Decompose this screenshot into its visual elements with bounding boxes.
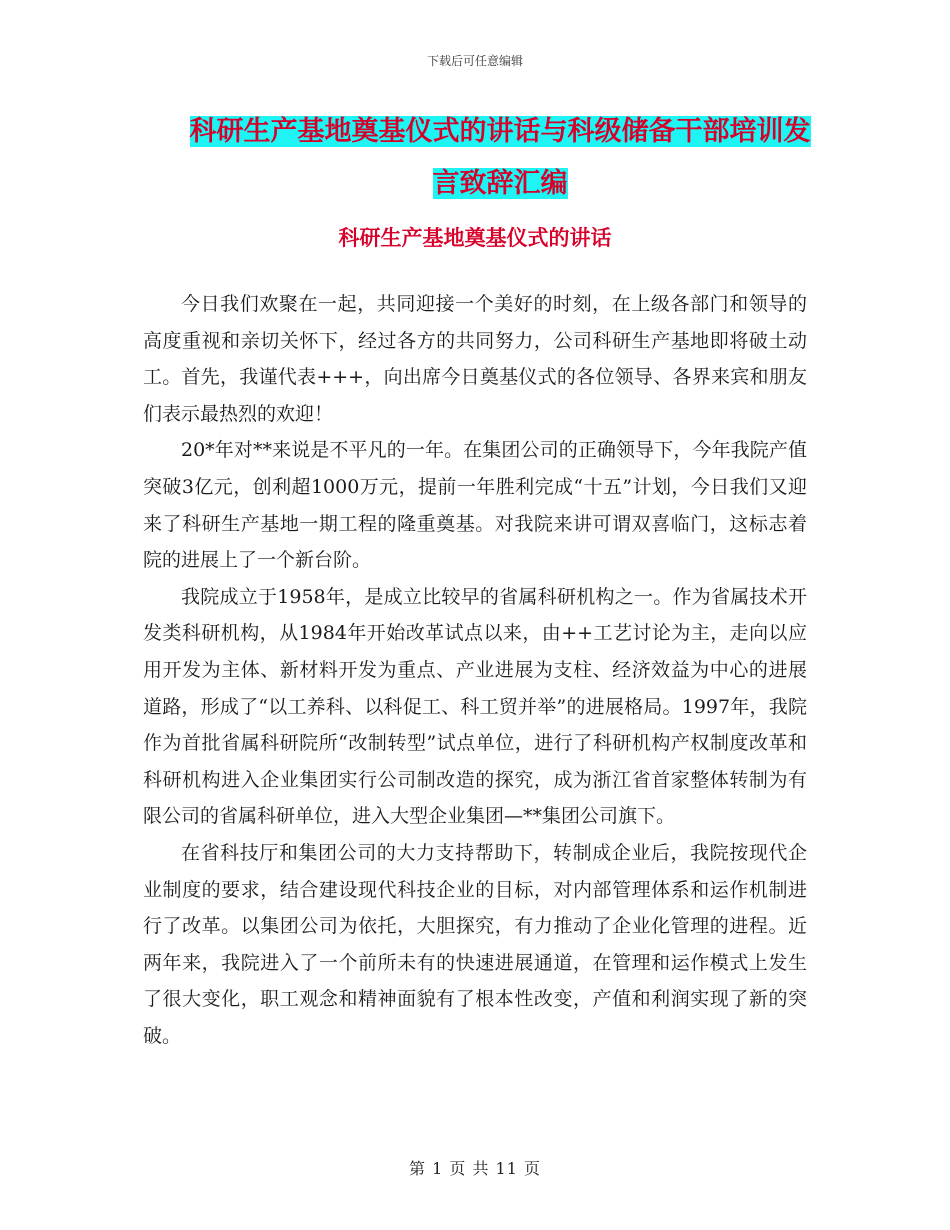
- document-title-line1: 科研生产基地奠基仪式的讲话与科级储备干部培训发: [189, 116, 811, 147]
- paragraph: 在省科技厅和集团公司的大力支持帮助下，转制成企业后，我院按现代企业制度的要求，结合建设现代科技企业的目标，对内部管理体系和运作机制进行了改革。以集团公司为依托，大胆探究，有力推动了企业化管理的进程。近两年来，我院进入了一个前所未有的快速进展通道，在管理和运作模式上发生了很大变化，职工观念和精神面貌有了根本性改变，产值和利润实现了新的突破。: [143, 841, 807, 1047]
- section-title: 科研生产基地奠基仪式的讲话: [338, 225, 612, 250]
- paragraph: 20*年对**来说是不平凡的一年。在集团公司的正确领导下，今年我院产值突破3亿元，创利超1000万元，提前一年胜利完成“十五”计划，今日我们又迎来了科研生产基地一期工程的隆重奠基。对我院来讲可谓双喜临门，这标志着院的进展上了一个新台阶。: [143, 439, 807, 572]
- document-title: [150, 106, 850, 210]
- page-footer: 第 1 页 共 11 页: [409, 1159, 541, 1178]
- paragraph: 今日我们欢聚在一起，共同迎接一个美好的时刻，在上级各部门和领导的高度重视和亲切关怀下，经过各方的共同努力，公司科研生产基地即将破土动工。首先，我谨代表+++，向出席今日奠基仪式的各位领导、各界来宾和朋友们表示最热烈的欢迎！: [143, 293, 807, 425]
- download-note: 下载后可任意编辑: [426, 54, 523, 68]
- document-title-line2: 言致辞汇编: [432, 168, 568, 199]
- paragraph: 我院成立于1958年，是成立比较早的省属科研机构之一。作为省属技术开发类科研机构，从1984年开始改革试点以来，由++工艺讨论为主，走向以应用开发为主体、新材料开发为重点、产业进展为支柱、经济效益为中心的进展道路，形成了“以工养科、以科促工、科工贸并举”的进展格局。1997年，我院作为首批省属科研院所“改制转型”试点单位，进行了科研机构产权制度改革和科研机构进入企业集团实行公司制改造的探究，成为浙江省首家整体转制为有限公司的省属科研单位，进入大型企业集团—**集团公司旗下。: [143, 585, 807, 828]
- document-body: [143, 286, 807, 1054]
